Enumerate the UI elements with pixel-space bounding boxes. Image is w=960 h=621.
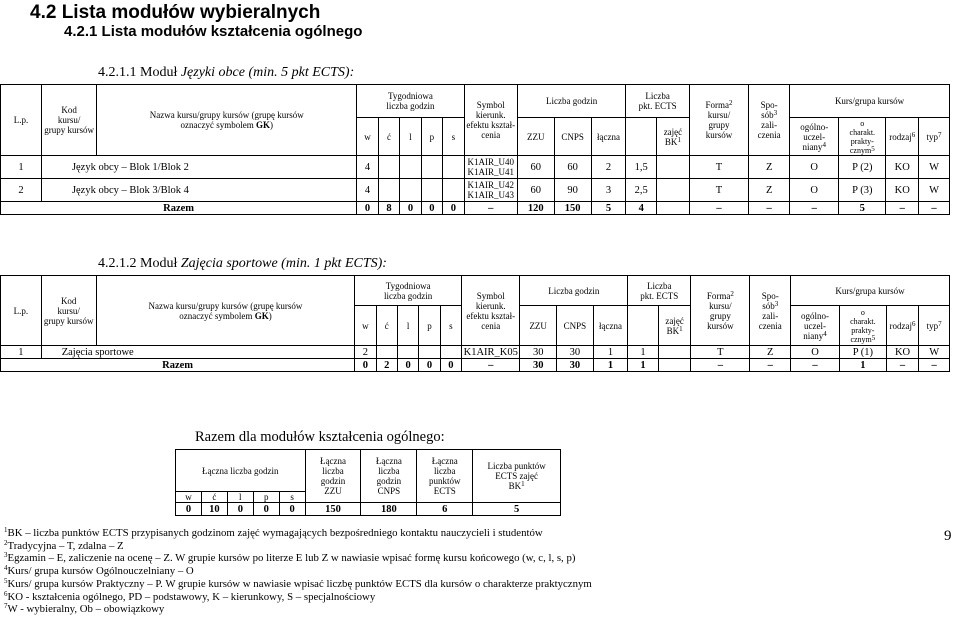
cell-s — [443, 179, 464, 202]
col-rodzaj: rodzaj$^6$ — [886, 306, 919, 346]
col-w: w — [355, 306, 376, 346]
cell-cnps: 30 — [557, 346, 594, 359]
razem-laczna: 5 — [591, 202, 626, 215]
sum-col-l: l — [227, 492, 253, 503]
cell-l — [397, 346, 418, 359]
cell-laczna: 3 — [591, 179, 626, 202]
col-c: ć — [378, 118, 399, 156]
col-lp: L.p. — [1, 276, 42, 346]
cell-empty — [657, 179, 690, 202]
col-laczna-ects — [628, 306, 659, 346]
razem-l: 0 — [397, 359, 418, 372]
razem-label: Razem — [1, 202, 357, 215]
col-cnps: CNPS — [554, 118, 591, 156]
footnote: $^1$BK – liczba punktów ECTS przypisanych godzinom zajęć wymagających bezpośredniego kontaktu nauczycieli i studentów — [4, 526, 543, 539]
module2-table — [0, 275, 950, 372]
col-sposob: Spo- sób$^3$ zali- czenia — [750, 276, 791, 346]
sum-col-s: s — [279, 492, 305, 503]
razem-symbol: – — [462, 359, 520, 372]
sum-w: 0 — [176, 503, 202, 516]
razem-c: 8 — [378, 202, 399, 215]
subsection-heading: 4.2.1 Lista modułów kształcenia ogólnego — [64, 23, 363, 40]
col-kod: Kod kursu/ grupy kursów — [41, 276, 96, 346]
razem-bk: 4 — [626, 202, 657, 215]
col-bk: zajęć $BK^1$ — [657, 118, 690, 156]
razem-l: 0 — [400, 202, 421, 215]
col-p: p — [421, 118, 442, 156]
cell-typ: W — [919, 179, 950, 202]
module2-title: 4.2.1.2 Moduł Zajęcia sportowe (min. 1 pkt ECTS): — [98, 256, 387, 271]
razem-w: 0 — [357, 202, 378, 215]
razem-p: 0 — [421, 202, 442, 215]
col-zzu: ZZU — [517, 118, 554, 156]
razem-laczna: 1 — [593, 359, 628, 372]
razem-ogolno: – — [790, 202, 839, 215]
cell-rodzaj: KO — [886, 179, 919, 202]
col-ogolno: ogólno- uczel- niany$^4$ — [790, 118, 839, 156]
col-typ: typ$^7$ — [919, 306, 950, 346]
footnotes — [4, 527, 592, 616]
sum-p: 0 — [253, 503, 279, 516]
module1-table — [0, 84, 950, 215]
footnote: $^3$Egzamin – E, zaliczenie na ocenę – Z. W grupie kursów po literze E lub Z w nawiasie wpisać formę kursu końcowego (w, c, l, s, p) — [4, 551, 576, 565]
cell-c — [378, 156, 399, 179]
footnote: $^5$Kurs/ grupa kursów Praktyczny – P. W grupie kursów w nawiasie wpisać liczbę punktów ECTS dla kursów o charakterze praktycznym — [4, 576, 592, 590]
cell-lp: 1 — [1, 156, 42, 179]
col-typ: typ$^7$ — [919, 118, 950, 156]
col-liczba-ects: Liczba pkt. ECTS — [628, 276, 691, 306]
cell-symbol: K1AIR_K05 — [462, 346, 520, 359]
col-sposob: Spo- sób$^3$ zali- czenia — [749, 85, 790, 156]
col-nazwa: Nazwa kursu/grupy kursów (grupę kursów oznaczyć symbolem GK) — [97, 85, 357, 156]
cell-typ: W — [919, 346, 950, 359]
col-liczba-ects: Liczba pkt. ECTS — [626, 85, 689, 118]
col-kurs-grupa: Kurs/grupa kursów — [790, 85, 950, 118]
cell-laczna: 1 — [593, 346, 628, 359]
razem-sposob: – — [749, 202, 790, 215]
col-symbol: Symbol kierunk. efektu kształ- cenia — [464, 85, 517, 156]
razem-c: 2 — [376, 359, 397, 372]
cell-w: 2 — [355, 346, 376, 359]
table-row — [1, 346, 950, 359]
cell-p — [421, 179, 442, 202]
col-tygodniowa: Tygodniowa liczba godzin — [355, 276, 462, 306]
cell-rodzaj: KO — [886, 346, 919, 359]
razem-cnps: 30 — [557, 359, 594, 372]
razem-p: 0 — [419, 359, 440, 372]
sum-col-zzu: Łączna liczba godzin ZZU — [305, 450, 361, 503]
razem-row — [1, 359, 950, 372]
col-nazwa: Nazwa kursu/grupy kursów (grupę kursów oznaczyć symbolem GK) — [96, 276, 355, 346]
col-l: l — [397, 306, 418, 346]
cell-w: 4 — [357, 156, 378, 179]
cell-zzu: 60 — [517, 156, 554, 179]
razem-rodzaj: – — [886, 202, 919, 215]
cell-symbol: K1AIR_U42 K1AIR_U43 — [464, 179, 517, 202]
summary-table — [175, 449, 561, 516]
cell-cnps: 60 — [554, 156, 591, 179]
cell-s — [440, 346, 461, 359]
cell-name: Język obcy – Blok 1/Blok 2 — [41, 156, 356, 179]
cell-name: Zajęcia sportowe — [41, 346, 355, 359]
cell-forma: T — [689, 156, 748, 179]
razem-bk: 1 — [628, 359, 659, 372]
module1-title: 4.2.1.1 Moduł Języki obce (min. 5 pkt ECTS): — [98, 65, 355, 80]
cell-c — [376, 346, 397, 359]
col-kurs-grupa: Kurs/grupa kursów — [791, 276, 950, 306]
razem-praktyczny: 5 — [839, 202, 886, 215]
sum-zzu: 150 — [305, 503, 361, 516]
cell-sposob: Z — [749, 156, 790, 179]
cell-w: 4 — [357, 179, 378, 202]
sum-l: 0 — [227, 503, 253, 516]
cell-praktyczny: P (2) — [839, 156, 886, 179]
cell-p — [421, 156, 442, 179]
cell-forma: T — [689, 179, 748, 202]
sum-col-p: p — [253, 492, 279, 503]
col-symbol: Symbol kierunk. efektu kształ- cenia — [462, 276, 520, 346]
cell-ogolno: O — [791, 346, 840, 359]
razem-w: 0 — [355, 359, 376, 372]
razem-forma: – — [691, 359, 750, 372]
col-ogolno: ogólno- uczel- niany$^4$ — [791, 306, 840, 346]
cell-laczna: 2 — [591, 156, 626, 179]
cell-sposob: Z — [749, 179, 790, 202]
col-s: s — [440, 306, 461, 346]
col-forma: Forma$^2$ kursu/ grupy kursów — [691, 276, 750, 346]
cell-praktyczny: P (1) — [839, 346, 886, 359]
col-laczna: łączna — [593, 306, 628, 346]
footnote: $^2$Tradycyjna – T, zdalna – Z — [4, 538, 124, 552]
sum-row — [176, 503, 561, 516]
razem-zzu: 30 — [520, 359, 557, 372]
razem-typ: – — [919, 359, 950, 372]
col-s: s — [443, 118, 464, 156]
cell-l — [400, 179, 421, 202]
cell-typ: W — [919, 156, 950, 179]
cell-symbol: K1AIR_U40 K1AIR_U41 — [464, 156, 517, 179]
cell-ogolno: O — [790, 179, 839, 202]
table-row — [1, 156, 950, 179]
sum-ects: 6 — [417, 503, 473, 516]
razem-ogolno: – — [791, 359, 840, 372]
cell-empty — [658, 346, 691, 359]
sum-col-w: w — [176, 492, 202, 503]
sum-cnps: 180 — [361, 503, 417, 516]
sum-bk: 5 — [473, 503, 561, 516]
col-laczna-ects — [626, 118, 657, 156]
footnote: $^4$Kurs/ grupa kursów Ogólnouczelniany – O — [4, 564, 194, 578]
razem-empty — [658, 359, 691, 372]
col-l: l — [400, 118, 421, 156]
sum-col-c: ć — [201, 492, 227, 503]
col-liczba-godzin: Liczba godzin — [517, 85, 625, 118]
section-heading: 4.2 Lista modułów wybieralnych — [30, 2, 321, 23]
razem-symbol: – — [464, 202, 517, 215]
razem-cnps: 150 — [554, 202, 591, 215]
razem-rodzaj: – — [886, 359, 919, 372]
cell-bk: 1,5 — [626, 156, 657, 179]
cell-zzu: 60 — [517, 179, 554, 202]
cell-empty — [657, 156, 690, 179]
col-w: w — [357, 118, 378, 156]
cell-lp: 2 — [1, 179, 42, 202]
razem-s: 0 — [443, 202, 464, 215]
cell-rodzaj: KO — [886, 156, 919, 179]
cell-bk: 2,5 — [626, 179, 657, 202]
cell-forma: T — [691, 346, 750, 359]
col-kod: Kod kursu/ grupy kursów — [41, 85, 96, 156]
col-liczba-godzin: Liczba godzin — [520, 276, 628, 306]
razem-forma: – — [689, 202, 748, 215]
razem-label: Razem — [1, 359, 355, 372]
sum-s: 0 — [279, 503, 305, 516]
col-praktyczny: o charakt. prakty- cznym$^5$ — [839, 118, 886, 156]
sum-col-bk: Liczba punktów ECTS zajęć $BK^1$ — [473, 450, 561, 503]
col-forma: Forma$^2$ kursu/ grupy kursów — [689, 85, 748, 156]
col-bk: zajęć $BK^1$ — [658, 306, 691, 346]
razem-empty — [657, 202, 690, 215]
col-rodzaj: rodzaj$^6$ — [886, 118, 919, 156]
razem-s: 0 — [440, 359, 461, 372]
cell-bk: 1 — [628, 346, 659, 359]
page-number: 9 — [944, 528, 952, 544]
col-lp: L.p. — [1, 85, 42, 156]
cell-lp: 1 — [1, 346, 42, 359]
cell-zzu: 30 — [520, 346, 557, 359]
sum-col-laczna-lg: Łączna liczba godzin — [176, 450, 306, 492]
razem-zzu: 120 — [517, 202, 554, 215]
col-p: p — [419, 306, 440, 346]
cell-p — [419, 346, 440, 359]
razem-praktyczny: 1 — [839, 359, 886, 372]
cell-c — [378, 179, 399, 202]
razem-row — [1, 202, 950, 215]
footnote: $^6$KO - kształcenia ogólnego, PD – podstawowy, K – kierunkowy, S – specjalnościowy — [4, 589, 376, 603]
sum-col-ects: Łączna liczba punktów ECTS — [417, 450, 473, 503]
cell-s — [443, 156, 464, 179]
col-c: ć — [376, 306, 397, 346]
cell-ogolno: O — [790, 156, 839, 179]
col-cnps: CNPS — [557, 306, 594, 346]
cell-cnps: 90 — [554, 179, 591, 202]
col-tygodniowa: Tygodniowa liczba godzin — [357, 85, 464, 118]
col-laczna: łączna — [591, 118, 626, 156]
table-row — [1, 179, 950, 202]
cell-name: Język obcy – Blok 3/Blok 4 — [41, 179, 356, 202]
col-praktyczny: o charakt. prakty- cznym$^5$ — [839, 306, 886, 346]
cell-l — [400, 156, 421, 179]
footnote: $^7$W - wybieralny, Ob – obowiązkowy — [4, 602, 165, 616]
razem-sposob: – — [750, 359, 791, 372]
cell-praktyczny: P (3) — [839, 179, 886, 202]
cell-sposob: Z — [750, 346, 791, 359]
sum-c: 10 — [201, 503, 227, 516]
col-zzu: ZZU — [520, 306, 557, 346]
summary-title: Razem dla modułów kształcenia ogólnego: — [195, 429, 445, 445]
sum-col-cnps: Łączna liczba godzin CNPS — [361, 450, 417, 503]
razem-typ: – — [919, 202, 950, 215]
